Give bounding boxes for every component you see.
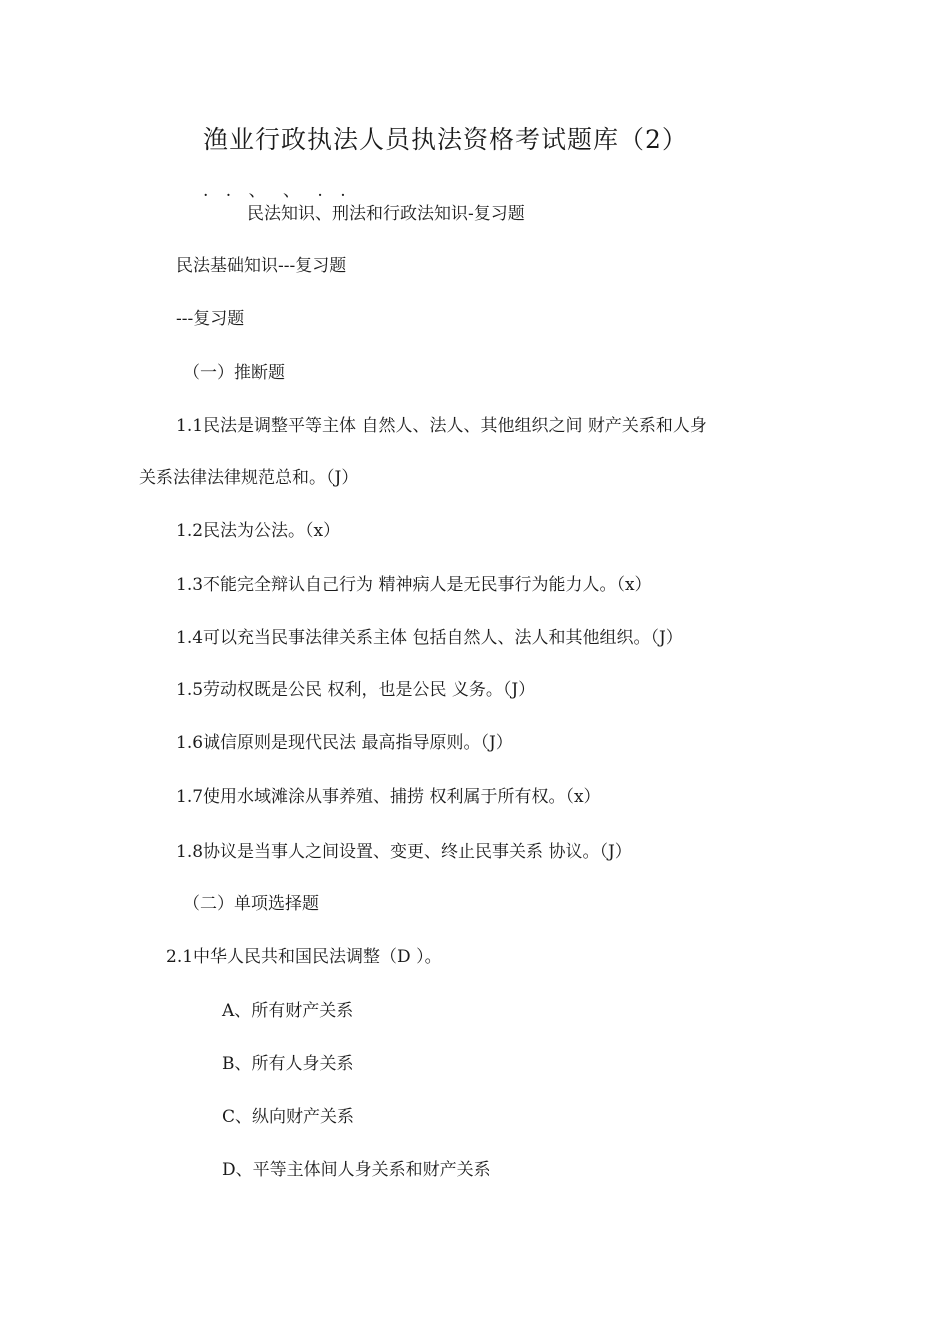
- question-1-2: 1.2民法为公法。（x）: [176, 521, 341, 541]
- question-1-1-line2: 关系法律法律规范总和。（J）: [139, 468, 359, 488]
- question-1-5: 1.5劳动权既是公民 权利，也是公民 义务。（J）: [176, 680, 536, 700]
- question-1-7: 1.7使用水域滩涂从事养殖、捕捞 权利属于所有权。（x）: [176, 787, 601, 807]
- option-a: A、所有财产关系: [222, 1001, 354, 1021]
- question-2-1: 2.1中华人民共和国民法调整（D ）。: [166, 947, 442, 967]
- part1-heading: （一）推断题: [183, 363, 285, 383]
- section-heading: 民法基础知识---复习题: [176, 256, 347, 276]
- question-1-4: 1.4可以充当民事法律关系主体 包括自然人、法人和其他组织。（J）: [176, 628, 683, 648]
- question-1-6: 1.6诚信原则是现代民法 最高指导原则。（J）: [176, 733, 513, 753]
- sub-heading: ---复习题: [176, 309, 245, 329]
- question-1-8: 1.8协议是当事人之间设置、变更、终止民事关系 协议。（J）: [176, 842, 632, 862]
- question-1-3: 1.3不能完全辩认自己行为 精神病人是无民事行为能力人。（x）: [176, 575, 652, 595]
- question-1-1-line1: 1.1民法是调整平等主体 自然人、法人、其他组织之间 财产关系和人身: [176, 416, 707, 436]
- document-title: 渔业行政执法人员执法资格考试题库（2）: [203, 125, 688, 154]
- option-c: C、纵向财产关系: [222, 1107, 355, 1127]
- punctuation-marks: . . 、 、 . .: [203, 181, 352, 201]
- document-subtitle: 民法知识、刑法和行政法知识-复习题: [247, 204, 525, 224]
- part2-heading: （二）单项选择题: [183, 894, 319, 914]
- option-b: B、所有人身关系: [222, 1054, 354, 1074]
- option-d: D、平等主体间人身关系和财产关系: [222, 1160, 491, 1180]
